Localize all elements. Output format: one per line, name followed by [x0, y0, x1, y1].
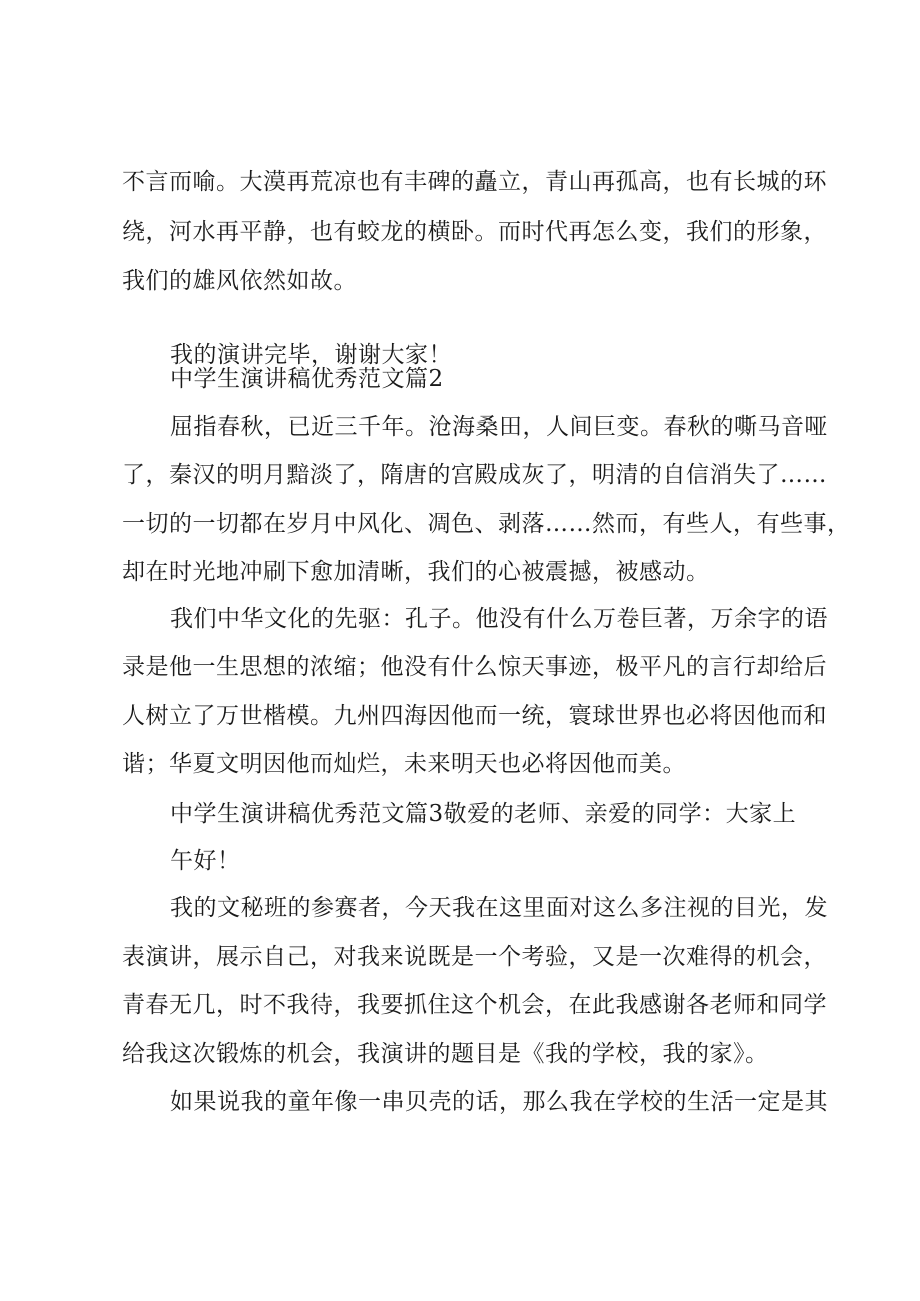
- text-line: 屈指春秋，已近三千年。沧海桑田，人间巨变。春秋的嘶马音哑: [170, 414, 828, 440]
- text-line: 如果说我的童年像一串贝壳的话，那么我在学校的生活一定是其: [170, 1089, 828, 1115]
- text-line: 一切的一切都在岁月中风化、凋色、剥落……然而，有些人，有些事，: [122, 511, 851, 537]
- text-line: 绕，河水再平静，也有蛟龙的横卧。而时代再怎么变，我们的形象，: [122, 219, 827, 245]
- text-line: 我的文秘班的参赛者，今天我在这里面对这么多注视的目光，发: [170, 895, 828, 921]
- text-line: 表演讲，展示自己，对我来说既是一个考验，又是一次难得的机会，: [122, 944, 827, 970]
- text-line: 午好！: [170, 848, 241, 874]
- text-line: 谐；华夏文明因他而灿烂，未来明天也必将因他而美。: [122, 751, 686, 777]
- text-line: 不言而喻。大漠再荒凉也有丰碑的矗立，青山再孤高，也有长城的环: [122, 169, 827, 195]
- text-line: 青春无几，时不我待，我要抓住这个机会，在此我感谢各老师和同学: [122, 992, 827, 1018]
- text-line: 我的演讲完毕，谢谢大家！: [170, 342, 452, 368]
- text-line: 录是他一生思想的浓缩；他没有什么惊天事迹，极平凡的言行却给后: [122, 654, 827, 680]
- text-line: 给我这次锻炼的机会，我演讲的题目是《我的学校，我的家》。: [122, 1041, 769, 1067]
- section-heading: 中学生演讲稿优秀范文篇3敬爱的老师、亲爱的同学：大家上: [170, 801, 797, 827]
- text-line: 了，秦汉的明月黯淡了，隋唐的宫殿成灰了，明清的自信消失了……: [122, 462, 827, 488]
- section-heading: 中学生演讲稿优秀范文篇2: [170, 366, 444, 392]
- text-line: 我们的雄风依然如故。: [122, 268, 357, 294]
- text-line: 人树立了万世楷模。九州四海因他而一统，寰球世界也必将因他而和: [122, 703, 827, 729]
- text-line: 却在时光地冲刷下愈加清晰，我们的心被震撼，被感动。: [122, 559, 710, 585]
- text-line: 我们中华文化的先驱：孔子。他没有什么万卷巨著，万余字的语: [170, 606, 828, 632]
